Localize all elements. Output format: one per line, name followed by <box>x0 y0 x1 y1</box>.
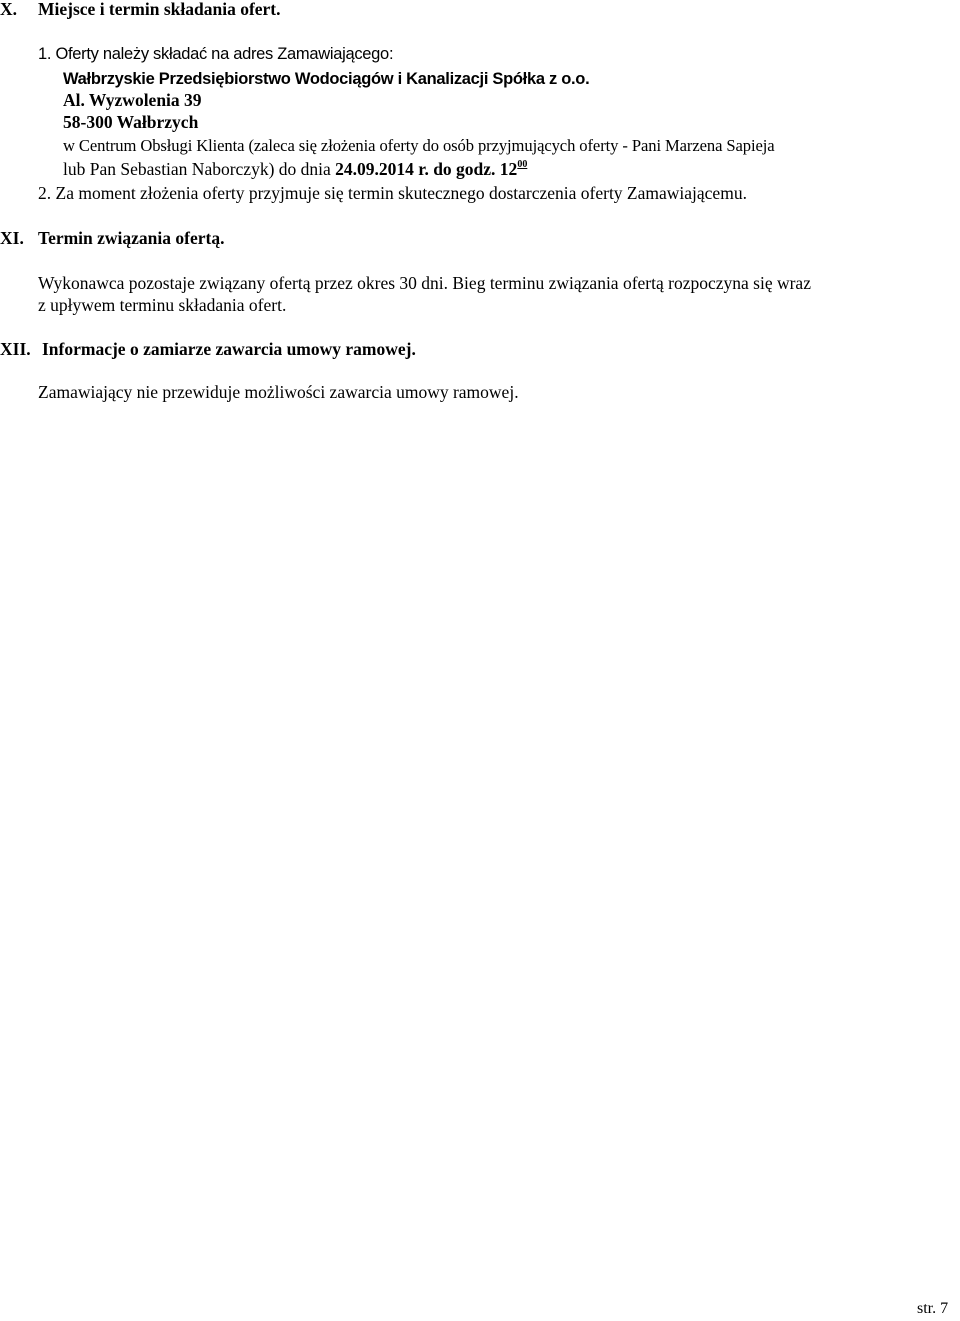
section-xii-text: Zamawiający nie przewiduje możliwości zawarcia umowy ramowej. <box>38 382 519 402</box>
section-xi-title: Termin związania ofertą. <box>38 228 225 248</box>
street-name: Wyzwolenia 39 <box>84 90 202 110</box>
section-x-number: X. <box>0 0 18 19</box>
section-xii-heading <box>0 338 416 360</box>
item-2-line <box>38 182 747 204</box>
section-x-heading <box>0 0 281 20</box>
section-xi-line-2: z upływem terminu składania ofert. <box>38 295 287 315</box>
deadline-superscript: 00 <box>517 159 528 170</box>
item-2-text: Za moment złożenia oferty przyjmuje się termin skutecznego dostarczenia oferty Zamawiającemu. <box>55 183 747 203</box>
postal-city: 58-300 Wałbrzych <box>63 112 199 132</box>
deadline: 24.09.2014 r. do godz. 12 <box>335 159 518 179</box>
item-1-intro-line <box>38 43 393 65</box>
item-2-number: 2. <box>38 183 52 203</box>
section-xii-number: XII. <box>0 339 31 359</box>
page-number: str. 7 <box>917 1300 949 1317</box>
item-1-number: 1. <box>38 45 52 63</box>
section-x-title: Miejsce i termin składania ofert. <box>38 0 281 19</box>
item-1-line-6 <box>63 158 527 180</box>
section-xi-number: XI. <box>0 228 24 248</box>
street-prefix: Al. <box>63 90 85 110</box>
section-xi-heading <box>0 227 225 249</box>
street-address <box>63 89 202 111</box>
item-1-line-6-text: lub Pan Sebastian Naborczyk) do dnia <box>63 159 336 179</box>
item-1-line-5: w Centrum Obsługi Klienta (zaleca się złożenia oferty do osób przyjmujących oferty - Pani Marzena Sapieja <box>63 136 775 155</box>
item-1-intro: Oferty należy składać na adres Zamawiającego: <box>55 45 394 63</box>
section-xii-title: Informacje o zamiarze zawarcia umowy ramowej. <box>42 339 416 359</box>
section-xi-line-1: Wykonawca pozostaje związany ofertą przez okres 30 dni. Bieg terminu związania ofertą rozpoczyna się wraz <box>38 273 811 293</box>
company-name: Wałbrzyskie Przedsiębiorstwo Wodociągów i Kanalizacji Spółka z o.o. <box>63 70 590 88</box>
